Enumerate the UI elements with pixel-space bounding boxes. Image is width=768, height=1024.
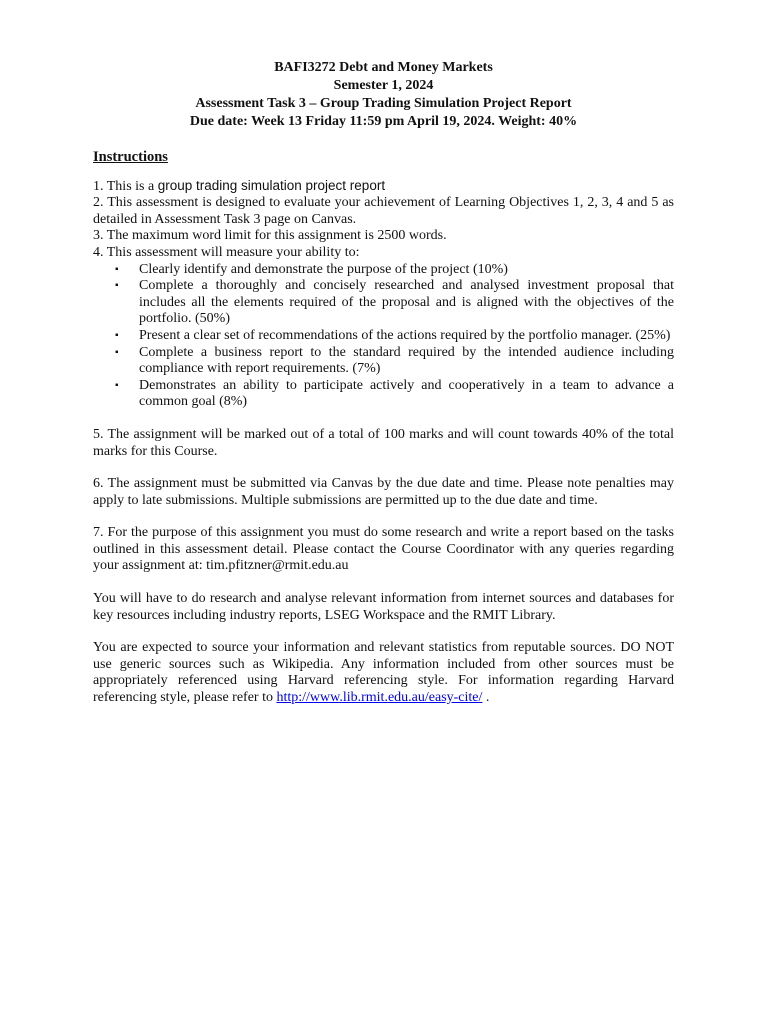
bullet-item [115, 378, 674, 411]
easy-cite-link[interactable]: http://www.lib.rmit.edu.au/easy-cite/ [276, 690, 483, 706]
bullet-icon: ▪ [115, 346, 119, 358]
document-page [93, 59, 674, 707]
paragraph-referencing [93, 640, 674, 706]
assessment-title: Assessment Task 3 – Group Trading Simulation Project Report [195, 96, 572, 111]
instruction-item-3: 3. The maximum word limit for this assignment is 2500 words. [93, 228, 447, 244]
paragraph-sources: You will have to do research and analyse relevant information from internet sources and databases for key resources including industry reports, LSEG Workspace and the RMIT Library. [93, 591, 674, 623]
paragraph-marks: 5. The assignment will be marked out of a total of 100 marks and will count towards 40% of the total marks for this Course. [93, 426, 674, 459]
bullet-icon: ▪ [115, 263, 119, 275]
bullet-item [115, 278, 674, 328]
bullet-text: Clearly identify and demonstrate the purpose of the project (10%) [139, 261, 508, 277]
referencing-text: You are expected to source your information and relevant statistics from reputable sources. DO NOT use generic sources such as Wikipedia. Any information included from other sources must be appropriately referenced using Harvard referencing style. For information regarding Harvard referencing style, please refer to [93, 640, 674, 706]
bullet-icon: ▪ [115, 280, 119, 292]
document-header [93, 59, 674, 131]
course-title: BAFI3272 Debt and Money Markets [274, 60, 493, 75]
bullet-text: Complete a business report to the standard required by the intended audience including compliance with report requirements. (7%) [139, 344, 674, 377]
bullet-text: Demonstrates an ability to participate actively and cooperatively in a team to advance a common goal (8%) [139, 377, 674, 410]
bullet-icon: ▪ [115, 329, 119, 341]
referencing-trailer: . [482, 690, 490, 706]
paragraph-research: 7. For the purpose of this assignment you must do some research and write a report based on the tasks outlined in this assessment detail. Please contact the Course Coordinator with any queries regarding your assignment at: tim.pfitzner@rmit.edu.au [93, 525, 674, 574]
due-date-line: Due date: Week 13 Friday 11:59 pm April 19, 2024. Weight: 40% [189, 114, 578, 129]
bullet-text: Complete a thoroughly and concisely researched and analysed investment proposal that includes all the elements required of the proposal and is aligned with the objectives of the portfolio. (50%) [139, 278, 674, 327]
ability-bullet-list [93, 262, 674, 411]
bullet-item [115, 262, 674, 279]
paragraph-submission: 6. The assignment must be submitted via Canvas by the due date and time. Please note penalties may apply to late submissions. Multiple submissions are permitted up to the due date and time. [93, 476, 674, 508]
instruction-item-1-text: group trading simulation project report [157, 177, 386, 193]
instruction-item-2: 2. This assessment is designed to evaluate your achievement of Learning Objectives 1, 2, 3, 4 and 5 as detailed in Assessment Task 3 page on Canvas. [93, 195, 674, 227]
bullet-item [115, 345, 674, 378]
instruction-item-1 [93, 178, 674, 196]
bullet-item [115, 328, 674, 345]
bullet-icon: ▪ [115, 379, 119, 391]
instruction-list [93, 178, 674, 411]
instruction-item-4: 4. This assessment will measure your ability to: [93, 244, 360, 260]
instruction-item-1-prefix: 1. This is a [93, 178, 158, 194]
bullet-text: Present a clear set of recommendations of the actions required by the portfolio manager. (25%) [139, 327, 671, 343]
semester-label: Semester 1, 2024 [333, 78, 434, 93]
instructions-heading: Instructions [93, 149, 168, 165]
